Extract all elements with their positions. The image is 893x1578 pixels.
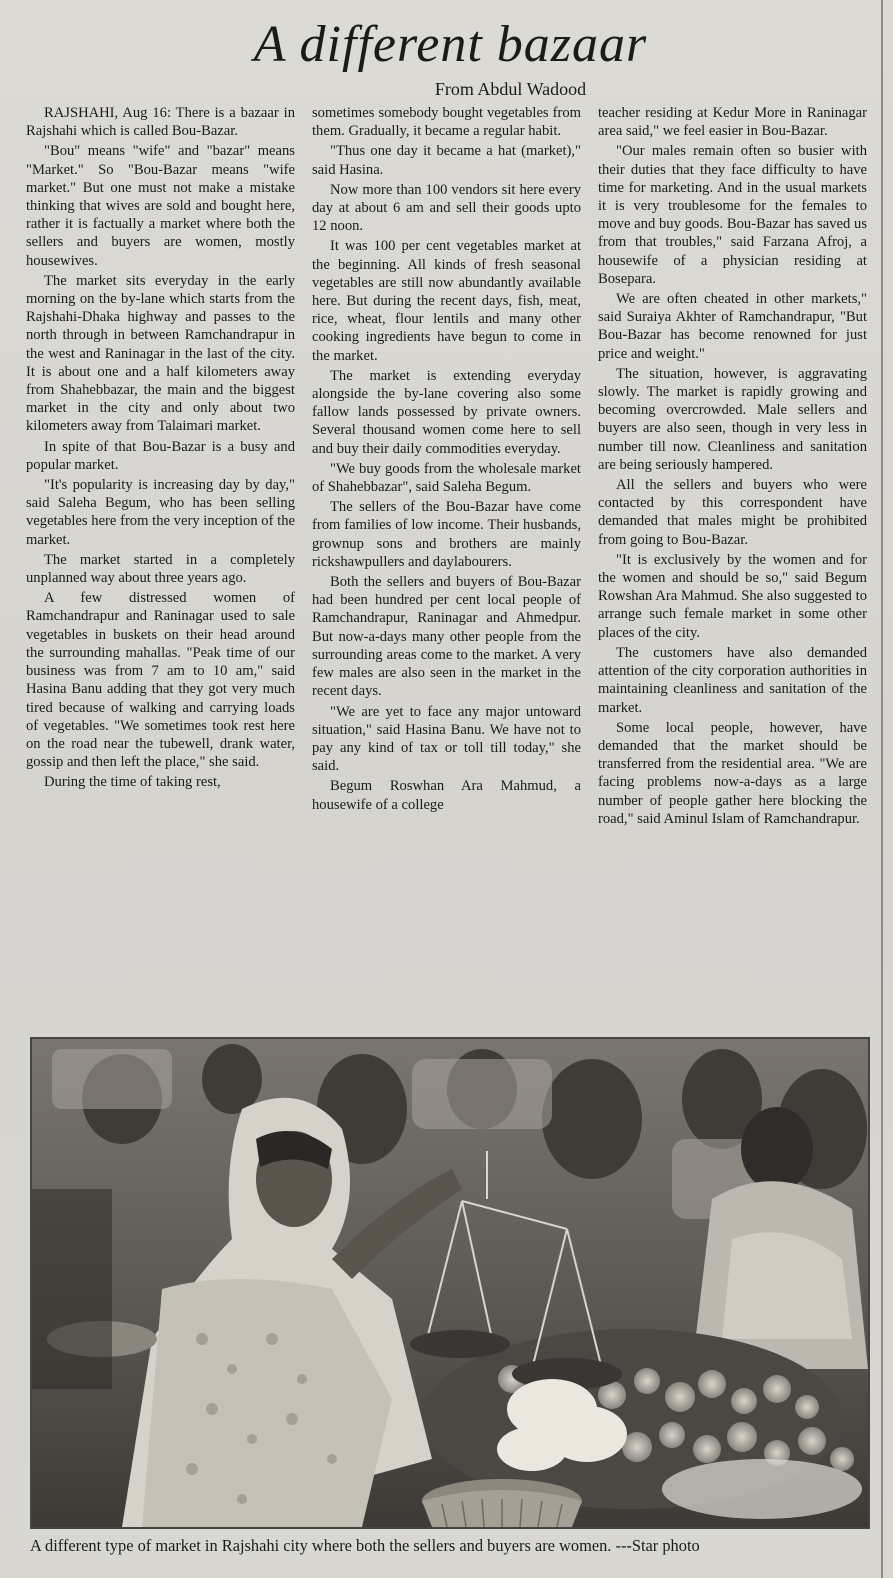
paragraph: Now more than 100 vendors sit here every day at about 6 am and sell their goods upto 12 noon.	[312, 181, 581, 235]
headline: A different bazaar	[253, 16, 648, 73]
paragraph: Begum Roswhan Ara Mahmud, a housewife of a college	[312, 778, 581, 813]
article-body	[26, 104, 875, 1034]
paragraph: All the sellers and buyers who were contacted by this correspondent have demanded that males might be prohibited from going to Bou-Bazar.	[598, 477, 867, 548]
paragraph: Some local people, however, have demanded that the market should be transferred from the residential area. "We are facing problems now-a-days as a large number of people gather here blocking the road," said Aminul Islam of Ramchandrapur.	[598, 719, 867, 827]
basket	[422, 1479, 582, 1527]
market-scene-illustration	[32, 1039, 868, 1527]
article-column-1	[26, 104, 295, 1034]
page-edge-rule	[881, 0, 883, 1578]
paragraph: "We are yet to face any major untoward situation," said Hasina Banu. We have not to pay any kind of tax or toll till today," she said.	[312, 703, 581, 775]
paragraph: "Bou" means "wife" and "bazar" means "Market." So "Bou-Bazar means "wife market." But one must not make a mistake thinking that wives are sold and bought here, rather it is factually a market where both the sellers and buyers are women, mostly housewives.	[26, 143, 295, 269]
article-column-2	[312, 104, 581, 1034]
paragraph: "It is exclusively by the women and for the women and should be so," said Begum Rowshan Ara Mahmud. She also suggested to arrange such female market in some other places of the city.	[598, 551, 867, 641]
paragraph: teacher residing at Kedur More in Raninagar area said," we feel easier in Bou-Bazar.	[598, 105, 867, 140]
paragraph: The customers have also demanded attention of the city corporation authorities in maintaining cleanliness and sanitation of the market.	[598, 644, 867, 716]
paragraph: A few distressed women of Ramchandrapur and Raninagar used to sale vegetables in buskets on their head around the surrounding mahallas. "Peak time of our business was from 7 am to 10 am," said Hasina Banu adding that they got very much tired because of walking and carrying loads of vegetables. "We sometimes took rest here on the road near the tubewell, drank water, gossip and then left the place," she said.	[26, 590, 295, 771]
photo-caption: A different type of market in Rajshahi city where both the sellers and buyers are women. ---Star photo	[30, 1536, 700, 1555]
paragraph: The market started in a completely unplanned way about three years ago.	[26, 551, 295, 587]
paragraph: The situation, however, is aggravating slowly. The market is rapidly growing and becoming overcrowded. Male sellers and buyers are also seen, though in very less in number till now. Cleanliness and sanitation are being seriously hampered.	[598, 365, 867, 473]
paragraph: "Thus one day it became a hat (market)," said Hasina.	[312, 143, 581, 178]
scale-pan-left	[410, 1330, 510, 1358]
paragraph: "We buy goods from the wholesale market of Shahebbazar", said Saleha Begum.	[312, 460, 581, 496]
paragraph: The sellers of the Bou-Bazar have come from families of low income. Their husbands, grownup sons and brothers are mainly rickshawpullers and daylabourers.	[312, 499, 581, 570]
market-photo	[30, 1037, 870, 1529]
paragraph: RAJSHAHI, Aug 16: There is a bazaar in Rajshahi which is called Bou-Bazar.	[26, 105, 295, 140]
paragraph: The market sits everyday in the early morning on the by-lane which starts from the Rajshahi-Dhaka highway and passes to the north through in between Ramchandrapur in the west and Raninagar in the last of the city. It is about one and a half kilometers away from Shahebbazar, the main and the biggest market in the city and only about two kilometers away from Talaimari market.	[26, 272, 295, 435]
paragraph: During the time of taking rest,	[44, 774, 221, 791]
paragraph: "It's popularity is increasing day by day," said Saleha Begum, who has been selling vegetables here from the very inception of the market.	[26, 477, 295, 548]
paragraph: It was 100 per cent vegetables market at the beginning. All kinds of fresh seasonal vegetables are still now abundantly available here. But during the recent days, fish, meat, rice, wheat, flour lentils and many other cooking ingredients have begun to come in the market.	[312, 238, 581, 364]
paragraph: Both the sellers and buyers of Bou-Bazar had been hundred per cent local people of Ramchandrapur, Raninagar and Ahmedpur. But now-a-days many other people from the surrounding areas come to the market. A very few males are also seen in the market in the recent days.	[312, 574, 581, 700]
paragraph: "Our males remain often so busier with their duties that they face difficulty to have time for marketing. And in the usual markets it is very troublesome for the females to move and buy goods. Bou-Bazar has saved us from that troubles," said Farzana Afroj, a housewife of a physician residing at Bosepara.	[598, 143, 867, 287]
paragraph: The market is extending everyday alongside the by-lane covering also some fallow lands possessed by private owners. Several thousand women come here to sell and buy their daily commodities everyday.	[312, 367, 581, 457]
article-column-3	[598, 104, 867, 1034]
paragraph: sometimes somebody bought vegetables from them. Gradually, it became a regular habit.	[312, 105, 581, 140]
byline: From Abdul Wadood	[434, 79, 587, 99]
paragraph: We are often cheated in other markets," said Suraiya Akhter of Ramchandrapur, "But Bou-Bazar has become renowned for just price and weight."	[598, 291, 867, 362]
paragraph: In spite of that Bou-Bazar is a busy and popular market.	[26, 438, 295, 473]
